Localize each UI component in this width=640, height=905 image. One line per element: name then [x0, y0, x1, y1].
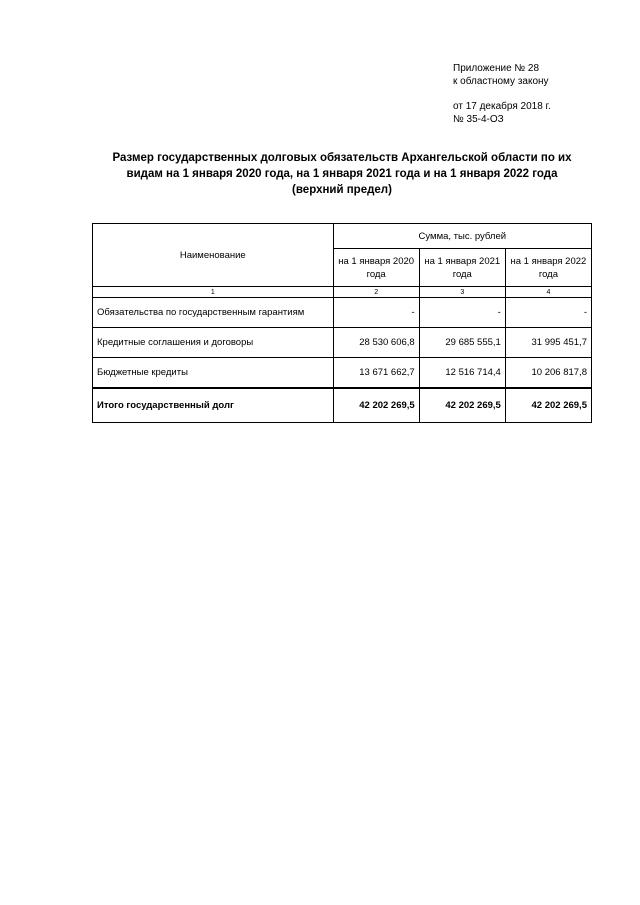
row-name: Бюджетные кредиты	[93, 358, 334, 389]
total-value: 42 202 269,5	[419, 388, 505, 423]
appendix-date: от 17 декабря 2018 г.	[453, 101, 551, 112]
header-year-2022: на 1 января 2022 года	[505, 249, 591, 287]
table-row	[93, 358, 592, 389]
row-value: 28 530 606,8	[333, 328, 419, 358]
total-value: 42 202 269,5	[505, 388, 591, 423]
row-value: 10 206 817,8	[505, 358, 591, 389]
title-line-3: (верхний предел)	[292, 184, 392, 196]
row-name: Кредитные соглашения и договоры	[93, 328, 334, 358]
column-number: 1	[93, 287, 334, 298]
column-number: 2	[333, 287, 419, 298]
appendix-law-number: № 35-4-ОЗ	[453, 114, 504, 125]
row-value: 31 995 451,7	[505, 328, 591, 358]
total-row	[93, 388, 592, 423]
table-row	[93, 328, 592, 358]
row-name: Обязательства по государственным гарантиям	[93, 298, 334, 328]
table-row	[93, 298, 592, 328]
row-value: -	[505, 298, 591, 328]
column-number: 3	[419, 287, 505, 298]
document-title	[92, 150, 592, 198]
total-name: Итого государственный долг	[93, 388, 334, 423]
row-value: 29 685 555,1	[419, 328, 505, 358]
debt-table	[92, 223, 592, 423]
header-sum: Сумма, тыс. рублей	[333, 224, 591, 249]
row-value: -	[333, 298, 419, 328]
appendix-block	[453, 62, 551, 126]
column-number: 4	[505, 287, 591, 298]
title-line-1: Размер государственных долговых обязательств Архангельской области по их	[112, 152, 572, 164]
appendix-law-ref: к областному закону	[453, 76, 549, 87]
header-year-2020: на 1 января 2020 года	[333, 249, 419, 287]
appendix-number: Приложение № 28	[453, 63, 540, 74]
title-line-2: видам на 1 января 2020 года, на 1 января 2021 года и на 1 января 2022 года	[126, 168, 558, 180]
header-name: Наименование	[93, 224, 334, 287]
row-value: 12 516 714,4	[419, 358, 505, 389]
row-value: -	[419, 298, 505, 328]
header-year-2021: на 1 января 2021 года	[419, 249, 505, 287]
row-value: 13 671 662,7	[333, 358, 419, 389]
total-value: 42 202 269,5	[333, 388, 419, 423]
